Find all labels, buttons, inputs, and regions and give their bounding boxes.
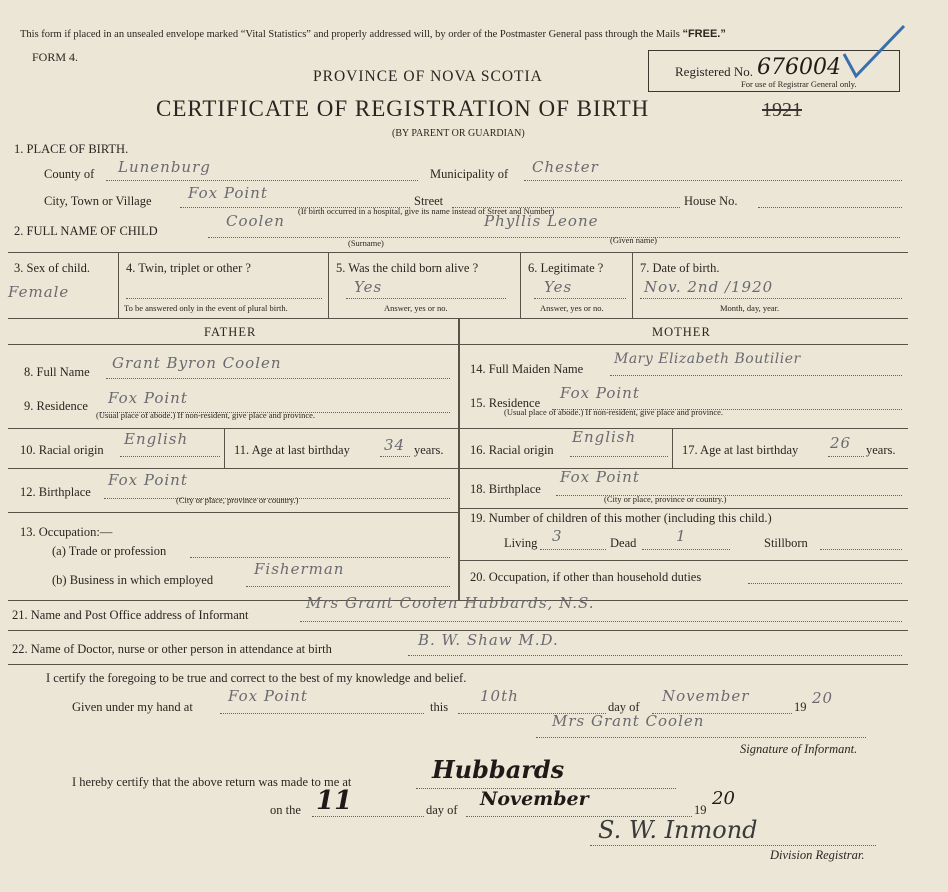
mother-age-label: 17. Age at last birthday xyxy=(682,443,799,457)
mother-age-line xyxy=(828,456,864,457)
dob-label: 7. Date of birth. xyxy=(640,261,720,275)
registrar-month: November xyxy=(480,788,589,810)
mother-birthplace-label: 18. Birthplace xyxy=(470,482,541,496)
informant-label: 21. Name and Post Office address of Informant xyxy=(12,608,249,622)
alive-value: Yes xyxy=(354,278,383,296)
living-line xyxy=(540,549,606,550)
father-residence-note: (Usual place of abode.) If non-resident, give place and province. xyxy=(96,410,316,420)
dead-value: 1 xyxy=(676,527,687,545)
father-heading: FATHER xyxy=(204,325,257,339)
father-occupation-label: 13. Occupation:— xyxy=(20,525,113,539)
child-name-line xyxy=(208,237,900,238)
informant-line xyxy=(300,621,902,622)
rule xyxy=(520,252,521,318)
doctor-value: B. W. Shaw M.D. xyxy=(418,631,559,649)
municipality-value: Chester xyxy=(532,158,599,176)
cert-year-prefix: 19 xyxy=(794,700,807,714)
division-registrar-label: Division Registrar. xyxy=(770,848,865,862)
father-age-line xyxy=(380,456,410,457)
rule xyxy=(458,560,908,561)
struck-year: 1921 xyxy=(762,99,802,121)
this-label: this xyxy=(430,700,449,714)
city-value: Fox Point xyxy=(188,184,268,202)
mother-residence-label: 15. Residence xyxy=(470,396,541,410)
postal-notice: This form if placed in an unsealed envelope marked “Vital Statistics” and properly addressed will, by order of the Postmaster General pass through the Mails “FREE.” xyxy=(20,28,726,40)
informant-signature: Mrs Grant Coolen xyxy=(552,712,705,730)
dob-value: Nov. 2nd /1920 xyxy=(644,278,774,296)
mother-years-label: years. xyxy=(866,443,896,457)
stillborn-line xyxy=(820,549,902,550)
legitimate-line xyxy=(534,298,626,299)
informant-signature-line xyxy=(536,737,866,738)
rule xyxy=(8,512,458,513)
certify-statement: I certify the foregoing to be true and correct to the best of my knowledge and belief. xyxy=(46,671,467,685)
subtitle: (BY PARENT OR GUARDIAN) xyxy=(392,128,525,139)
street-label: Street xyxy=(414,194,444,208)
rule xyxy=(8,468,458,469)
house-no-label: House No. xyxy=(684,194,738,208)
child-surname: Coolen xyxy=(226,212,285,230)
mother-race-line xyxy=(570,456,668,457)
house-no-line xyxy=(758,207,902,208)
father-age: 34 xyxy=(384,436,406,454)
mother-residence: Fox Point xyxy=(560,384,640,402)
father-age-label: 11. Age at last birthday xyxy=(234,443,350,457)
rule xyxy=(8,428,458,429)
mother-heading: MOTHER xyxy=(652,325,711,339)
father-birthplace-label: 12. Birthplace xyxy=(20,485,91,499)
mother-race: English xyxy=(572,428,637,446)
registrar-day-of-label: day of xyxy=(426,803,458,817)
hospital-note: (If birth occurred in a hospital, give its name instead of Street and Number) xyxy=(298,206,555,216)
on-the-label: on the xyxy=(270,803,301,817)
living-label: Living xyxy=(504,536,538,550)
registrar-year: 20 xyxy=(712,788,735,809)
child-given-name: Phyllis Leone xyxy=(484,212,599,230)
rule xyxy=(118,252,119,318)
business-value: Fisherman xyxy=(254,560,345,578)
county-value: Lunenburg xyxy=(118,158,211,176)
given-under-hand-label: Given under my hand at xyxy=(72,700,193,714)
registrar-signature: S. W. Inmond xyxy=(598,816,758,844)
given-place-line xyxy=(220,713,424,714)
cert-month: November xyxy=(662,687,750,705)
rule xyxy=(458,468,908,469)
twin-line xyxy=(126,298,322,299)
father-name-line xyxy=(106,378,450,379)
father-years-label: years. xyxy=(414,443,444,457)
dead-label: Dead xyxy=(610,536,637,550)
mother-name-label: 14. Full Maiden Name xyxy=(470,362,584,376)
father-race-line xyxy=(120,456,220,457)
signature-of-informant-label: Signature of Informant. xyxy=(740,742,858,756)
cert-day-of-label: day of xyxy=(608,700,640,714)
dead-line xyxy=(642,549,730,550)
father-race: English xyxy=(124,430,189,448)
mother-residence-note: (Usual place of abode.) If non-resident, give place and province. xyxy=(504,407,724,417)
stillborn-label: Stillborn xyxy=(764,536,808,550)
mother-occupation-line xyxy=(748,583,902,584)
form-number: FORM 4. xyxy=(32,50,79,64)
legitimate-label: 6. Legitimate ? xyxy=(528,261,604,275)
alive-label: 5. Was the child born alive ? xyxy=(336,261,479,275)
rule xyxy=(224,428,225,468)
cert-year: 20 xyxy=(812,689,834,707)
surname-note: (Surname) xyxy=(348,238,384,248)
mother-birthplace: Fox Point xyxy=(560,468,640,486)
sex-value: Female xyxy=(8,283,70,301)
blue-check-mark xyxy=(840,22,910,82)
father-name-label: 8. Full Name xyxy=(24,365,90,379)
rule xyxy=(8,344,908,345)
city-label: City, Town or Village xyxy=(44,194,152,208)
registered-label: Registered No. xyxy=(675,64,753,79)
legitimate-note: Answer, yes or no. xyxy=(540,303,604,313)
dob-note: Month, day, year. xyxy=(720,303,780,313)
place-of-birth-section: 1. PLACE OF BIRTH. xyxy=(14,142,129,156)
mother-name-line xyxy=(610,375,902,376)
legitimate-value: Yes xyxy=(544,278,573,296)
registrar-day: 11 xyxy=(316,786,353,816)
doctor-line xyxy=(408,655,902,656)
county-label: County of xyxy=(44,167,95,181)
father-birthplace-note: (City or place, province or country.) xyxy=(176,495,299,505)
father-residence-label: 9. Residence xyxy=(24,399,88,413)
child-name-label: 2. FULL NAME OF CHILD xyxy=(14,224,158,238)
doctor-label: 22. Name of Doctor, nurse or other person in attendance at birth xyxy=(12,642,332,656)
father-residence: Fox Point xyxy=(108,389,188,407)
municipality-label: Municipality of xyxy=(430,167,509,181)
cert-day: 10th xyxy=(480,687,519,705)
municipality-line xyxy=(524,180,902,181)
given-place: Fox Point xyxy=(228,687,308,705)
mother-name: Mary Elizabeth Boutilier xyxy=(614,351,801,367)
registrar-place: Hubbards xyxy=(432,755,565,784)
registered-number: 676004 xyxy=(757,55,841,80)
rule xyxy=(8,252,908,253)
province-heading: PROVINCE OF NOVA SCOTIA xyxy=(313,68,543,85)
father-race-label: 10. Racial origin xyxy=(20,443,104,457)
rule xyxy=(672,428,673,468)
mother-birthplace-note: (City or place, province or country.) xyxy=(604,494,727,504)
sex-label: 3. Sex of child. xyxy=(14,261,91,275)
business-label: (b) Business in which employed xyxy=(52,573,214,587)
registrar-year-prefix: 19 xyxy=(694,803,707,817)
mother-age: 26 xyxy=(830,434,852,452)
trade-line xyxy=(190,557,450,558)
father-name: Grant Byron Coolen xyxy=(112,354,282,372)
rule xyxy=(458,508,908,509)
registrar-day-line xyxy=(312,816,424,817)
living-value: 3 xyxy=(552,527,563,545)
rule xyxy=(8,664,908,665)
mother-race-label: 16. Racial origin xyxy=(470,443,554,457)
given-name-note: (Given name) xyxy=(610,235,657,245)
informant-value: Mrs Grant Coolen Hubbards, N.S. xyxy=(306,594,595,612)
registrar-signature-line xyxy=(590,845,876,846)
rule xyxy=(328,252,329,318)
alive-line xyxy=(346,298,506,299)
twin-label: 4. Twin, triplet or other ? xyxy=(126,261,251,275)
county-line xyxy=(106,180,418,181)
mother-occupation-label: 20. Occupation, if other than household duties xyxy=(470,570,702,584)
registrar-general-note: For use of Registrar General only. xyxy=(741,79,857,89)
business-line xyxy=(246,586,450,587)
children-count-label: 19. Number of children of this mother (including this child.) xyxy=(470,511,772,525)
registrar-statement: I hereby certify that the above return was made to me at xyxy=(72,775,352,789)
father-birthplace: Fox Point xyxy=(108,471,188,489)
parents-divider xyxy=(458,318,460,600)
alive-note: Answer, yes or no. xyxy=(384,303,448,313)
rule xyxy=(458,428,908,429)
twin-note: To be answered only in the event of plural birth. xyxy=(124,303,288,313)
certificate-title: CERTIFICATE OF REGISTRATION OF BIRTH xyxy=(156,96,650,121)
rule xyxy=(632,252,633,318)
trade-label: (a) Trade or profession xyxy=(52,544,167,558)
dob-line xyxy=(640,298,902,299)
